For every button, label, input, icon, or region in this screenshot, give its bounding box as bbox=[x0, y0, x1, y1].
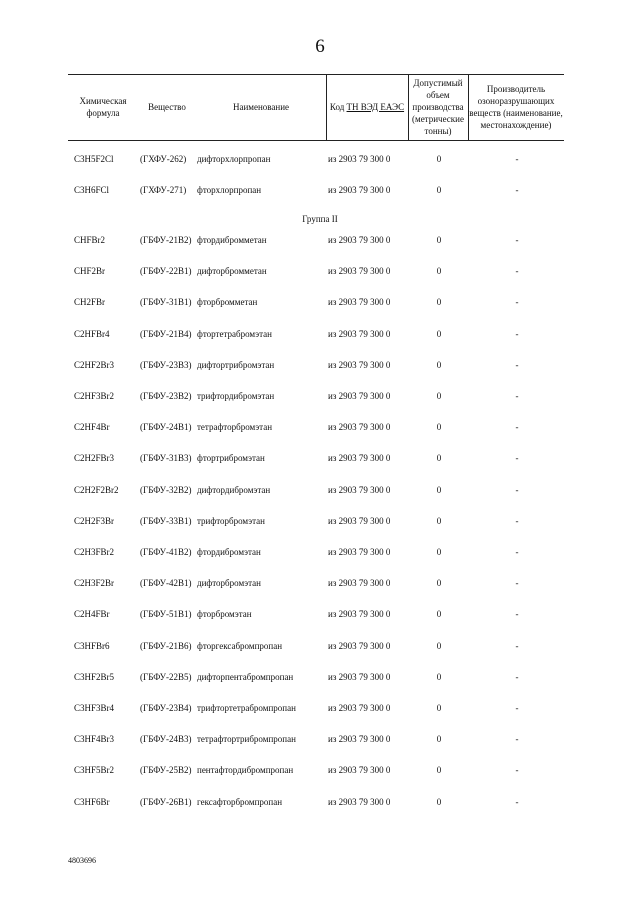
row-volume: 0 bbox=[436, 453, 442, 464]
table-row bbox=[0, 235, 640, 265]
row-volume: 0 bbox=[436, 765, 442, 776]
row-volume: 0 bbox=[436, 515, 442, 526]
row-producer: - bbox=[515, 765, 519, 776]
row-name: дифторпентабромпропан bbox=[197, 671, 294, 682]
row-name: фтортрибромэтан bbox=[197, 453, 265, 464]
table-row bbox=[0, 703, 640, 733]
row-volume: 0 bbox=[436, 328, 442, 339]
row-substance: (ГБФУ-25В2) bbox=[140, 765, 192, 776]
table-row bbox=[0, 391, 640, 421]
row-producer: - bbox=[515, 671, 519, 682]
row-producer: - bbox=[515, 453, 519, 464]
row-formula: C2HF2Br3 bbox=[74, 359, 115, 370]
row-volume: 0 bbox=[436, 484, 442, 495]
row-name: фтортетрабромэтан bbox=[197, 328, 272, 339]
row-substance: (ГБФУ-26В1) bbox=[140, 796, 192, 807]
row-code: из 2903 79 300 0 bbox=[328, 640, 391, 651]
header-substance: Вещество bbox=[148, 102, 186, 112]
row-name: фторхлорпропан bbox=[197, 185, 262, 195]
row-substance: (ГБФУ-32В2) bbox=[140, 484, 192, 495]
row-name: тетрафторбромэтан bbox=[197, 422, 273, 433]
table-row bbox=[0, 516, 640, 546]
row-volume: 0 bbox=[436, 422, 442, 433]
group-heading: Группа II bbox=[302, 214, 338, 224]
row-volume: 0 bbox=[436, 640, 442, 651]
row-code: из 2903 79 300 0 bbox=[328, 453, 391, 464]
row-volume: 0 bbox=[436, 359, 442, 370]
row-name: тетрафтортрибромпропан bbox=[197, 734, 296, 745]
row-substance: (ГБФУ-42В1) bbox=[140, 578, 192, 589]
row-producer: - bbox=[515, 484, 519, 495]
row-code: из 2903 79 300 0 bbox=[328, 297, 391, 308]
row-volume: 0 bbox=[436, 671, 442, 682]
table-row bbox=[0, 185, 640, 215]
row-name: дифторбромэтан bbox=[197, 578, 261, 589]
row-volume: 0 bbox=[436, 796, 442, 807]
row-code: из 2903 79 300 0 bbox=[328, 328, 391, 339]
row-name: дифторхлорпропан bbox=[197, 154, 271, 164]
row-producer: - bbox=[515, 578, 519, 589]
table-row bbox=[0, 453, 640, 483]
row-substance: (ГБФУ-22В5) bbox=[140, 671, 192, 682]
row-substance: (ГБФУ-21В4) bbox=[140, 328, 192, 339]
row-volume: 0 bbox=[436, 266, 442, 277]
header-formula: Химическая формула bbox=[79, 96, 127, 118]
row-formula: C3H6FCl bbox=[74, 185, 110, 195]
table-row bbox=[0, 154, 640, 184]
row-producer: - bbox=[515, 609, 519, 620]
row-formula: C2HF4Br bbox=[74, 422, 110, 433]
table-row bbox=[0, 360, 640, 390]
row-name: фторбромэтан bbox=[197, 609, 252, 620]
table-row bbox=[0, 797, 640, 827]
header-name: Наименование bbox=[232, 102, 290, 112]
row-formula: C3HF5Br2 bbox=[74, 765, 115, 776]
row-producer: - bbox=[515, 547, 519, 557]
row-formula: C3HF4Br3 bbox=[74, 734, 115, 745]
row-substance: (ГХФУ-271) bbox=[140, 185, 187, 195]
row-name: дифтордибромэтан bbox=[197, 484, 271, 495]
row-code: из 2903 79 300 0 bbox=[328, 796, 391, 807]
row-producer: - bbox=[515, 328, 519, 339]
row-producer: - bbox=[515, 515, 519, 526]
row-formula: C2HFBr4 bbox=[74, 328, 110, 339]
row-volume: 0 bbox=[436, 703, 442, 713]
row-producer: - bbox=[515, 359, 519, 370]
row-substance: (ГБФУ-24В1) bbox=[140, 422, 192, 433]
row-formula: CHFBr2 bbox=[74, 235, 106, 245]
table-row bbox=[0, 547, 640, 577]
row-substance: (ГБФУ-23В2) bbox=[140, 391, 192, 401]
table-row bbox=[0, 672, 640, 702]
row-volume: 0 bbox=[436, 297, 442, 308]
row-substance: (ГБФУ-33В1) bbox=[140, 515, 192, 526]
row-producer: - bbox=[515, 235, 519, 245]
row-name: дифторбромметан bbox=[197, 266, 267, 277]
row-name: фтордибромметан bbox=[197, 235, 267, 245]
header-producer: Производитель озоноразрушающих веществ (наименование, местонахождение) bbox=[469, 84, 563, 130]
row-producer: - bbox=[515, 640, 519, 651]
row-code: из 2903 79 300 0 bbox=[328, 359, 391, 370]
table-row bbox=[0, 329, 640, 359]
row-substance: (ГБФУ-51В1) bbox=[140, 609, 192, 620]
row-name: трифтортетрабромпропан bbox=[197, 703, 296, 713]
row-code: из 2903 79 300 0 bbox=[328, 391, 391, 401]
document-footer-code: 4803696 bbox=[68, 856, 96, 865]
row-code: из 2903 79 300 0 bbox=[328, 765, 391, 776]
row-formula: C2H4FBr bbox=[74, 609, 110, 620]
row-substance: (ГБФУ-41В2) bbox=[140, 547, 192, 557]
row-code: из 2903 79 300 0 bbox=[328, 515, 391, 526]
table-row bbox=[0, 734, 640, 764]
row-substance: (ГБФУ-23В3) bbox=[140, 359, 192, 370]
row-name: трифтордибромэтан bbox=[197, 391, 275, 401]
row-code: из 2903 79 300 0 bbox=[328, 578, 391, 589]
table-row bbox=[0, 297, 640, 327]
table-row bbox=[0, 422, 640, 452]
row-name: пентафтордибромпропан bbox=[197, 765, 294, 776]
row-name: гексафторбромпропан bbox=[197, 796, 283, 807]
row-formula: CH2FBr bbox=[74, 297, 106, 308]
table-row bbox=[0, 765, 640, 795]
table-header-bottom-rule bbox=[68, 140, 564, 141]
row-formula: C2HF3Br2 bbox=[74, 391, 115, 401]
row-producer: - bbox=[515, 703, 519, 713]
row-name: фтордибромэтан bbox=[197, 547, 261, 557]
row-code: из 2903 79 300 0 bbox=[328, 154, 391, 164]
row-code: из 2903 79 300 0 bbox=[328, 484, 391, 495]
row-formula: C3HFBr6 bbox=[74, 640, 110, 651]
row-volume: 0 bbox=[436, 235, 442, 245]
row-substance: (ГБФУ-22В1) bbox=[140, 266, 192, 277]
row-substance: (ГБФУ-21В6) bbox=[140, 640, 192, 651]
row-formula: C3HF6Br bbox=[74, 796, 110, 807]
row-volume: 0 bbox=[436, 578, 442, 589]
row-code: из 2903 79 300 0 bbox=[328, 671, 391, 682]
header-volume: Допустимый объем производства (метрические тонны) bbox=[412, 78, 464, 136]
row-substance: (ГХФУ-262) bbox=[140, 154, 187, 164]
row-volume: 0 bbox=[436, 547, 442, 557]
row-volume: 0 bbox=[436, 609, 442, 620]
row-code: из 2903 79 300 0 bbox=[328, 547, 391, 557]
row-producer: - bbox=[515, 796, 519, 807]
row-substance: (ГБФУ-24В3) bbox=[140, 734, 192, 745]
table-row bbox=[0, 266, 640, 296]
row-name: дифтортрибромэтан bbox=[197, 359, 275, 370]
row-formula: C2H2FBr3 bbox=[74, 453, 115, 464]
row-code: из 2903 79 300 0 bbox=[328, 734, 391, 745]
header-code-prefix: Код bbox=[329, 102, 347, 112]
row-name: фторбромметан bbox=[197, 297, 258, 308]
row-producer: - bbox=[515, 266, 519, 277]
row-volume: 0 bbox=[436, 185, 442, 195]
row-formula: C2H2F3Br bbox=[74, 515, 115, 526]
row-code: из 2903 79 300 0 bbox=[328, 422, 391, 433]
row-code: из 2903 79 300 0 bbox=[328, 235, 391, 245]
row-producer: - bbox=[515, 185, 519, 195]
header-code bbox=[326, 74, 408, 140]
row-code: из 2903 79 300 0 bbox=[328, 185, 391, 195]
row-producer: - bbox=[515, 297, 519, 308]
row-name: трифторбромэтан bbox=[197, 515, 265, 526]
row-volume: 0 bbox=[436, 391, 442, 401]
header-code-underlined: ТН ВЭД ЕАЭС bbox=[346, 102, 405, 112]
row-formula: C3H5F2Cl bbox=[74, 154, 114, 164]
row-name: фторгексабромпропан bbox=[197, 640, 283, 651]
table-row bbox=[0, 609, 640, 639]
row-producer: - bbox=[515, 422, 519, 433]
row-formula: CHF2Br bbox=[74, 266, 106, 277]
row-formula: C2H3FBr2 bbox=[74, 547, 115, 557]
row-code: из 2903 79 300 0 bbox=[328, 609, 391, 620]
table-row bbox=[0, 578, 640, 608]
row-producer: - bbox=[515, 734, 519, 745]
row-substance: (ГБФУ-31В1) bbox=[140, 297, 192, 308]
page-number: 6 bbox=[315, 36, 325, 57]
row-producer: - bbox=[515, 391, 519, 401]
row-substance: (ГБФУ-31В3) bbox=[140, 453, 192, 464]
row-code: из 2903 79 300 0 bbox=[328, 266, 391, 277]
row-code: из 2903 79 300 0 bbox=[328, 703, 391, 713]
row-producer: - bbox=[515, 154, 519, 164]
row-formula: C3HF2Br5 bbox=[74, 671, 115, 682]
row-volume: 0 bbox=[436, 734, 442, 745]
row-formula: C2H2F2Br2 bbox=[74, 484, 119, 495]
table-row bbox=[0, 641, 640, 671]
table-row bbox=[0, 485, 640, 515]
row-volume: 0 bbox=[436, 154, 442, 164]
row-substance: (ГБФУ-21В2) bbox=[140, 235, 192, 245]
row-formula: C2H3F2Br bbox=[74, 578, 115, 589]
row-formula: C3HF3Br4 bbox=[74, 703, 115, 713]
row-substance: (ГБФУ-23В4) bbox=[140, 703, 192, 713]
